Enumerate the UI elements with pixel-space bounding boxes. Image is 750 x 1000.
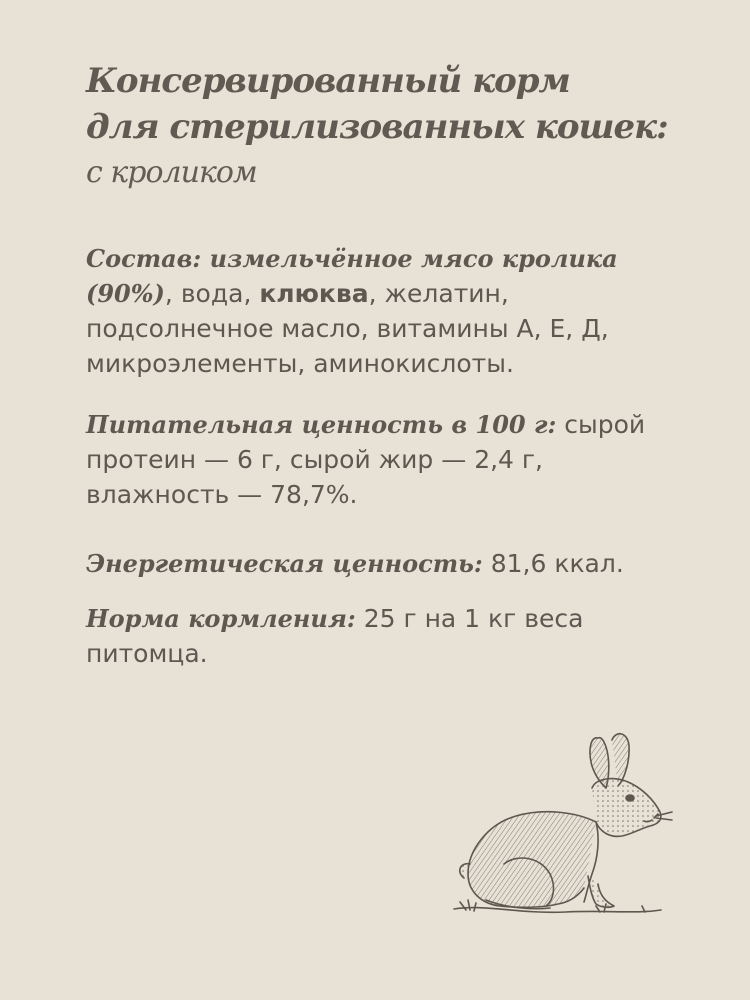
energy-text: 81,6 ккал. [482, 549, 624, 578]
composition-label: Состав: измельчённое мясо кролика (90%) [86, 244, 618, 308]
product-subtitle: с кроликом [86, 155, 257, 190]
title-block [86, 58, 706, 196]
feeding-label: Норма кормления: [86, 604, 356, 633]
product-title-line-1: Консервированный корм [86, 61, 570, 101]
composition-text-2: , желатин, подсолнечное масло, витамины А, Е, Д, микроэлементы, аминокислоты. [86, 279, 609, 378]
nutrition-label: Питательная ценность в 100 г: [86, 410, 557, 439]
feeding-text: 25 г на 1 кг веса питомца. [86, 604, 584, 668]
rabbit-illustration-icon [446, 724, 676, 924]
product-title-line-2: для стерилизованных кошек: [86, 107, 668, 147]
composition-section [86, 241, 686, 381]
energy-section [86, 546, 686, 581]
composition-text-1: , вода, [164, 279, 260, 308]
nutrition-text: сырой протеин — 6 г, сырой жир — 2,4 г, влажность — 78,7%. [86, 410, 646, 509]
composition-highlight: клюква [259, 279, 369, 308]
nutrition-section [86, 407, 686, 512]
feeding-section [86, 601, 686, 671]
energy-label: Энергетическая ценность: [86, 549, 483, 578]
